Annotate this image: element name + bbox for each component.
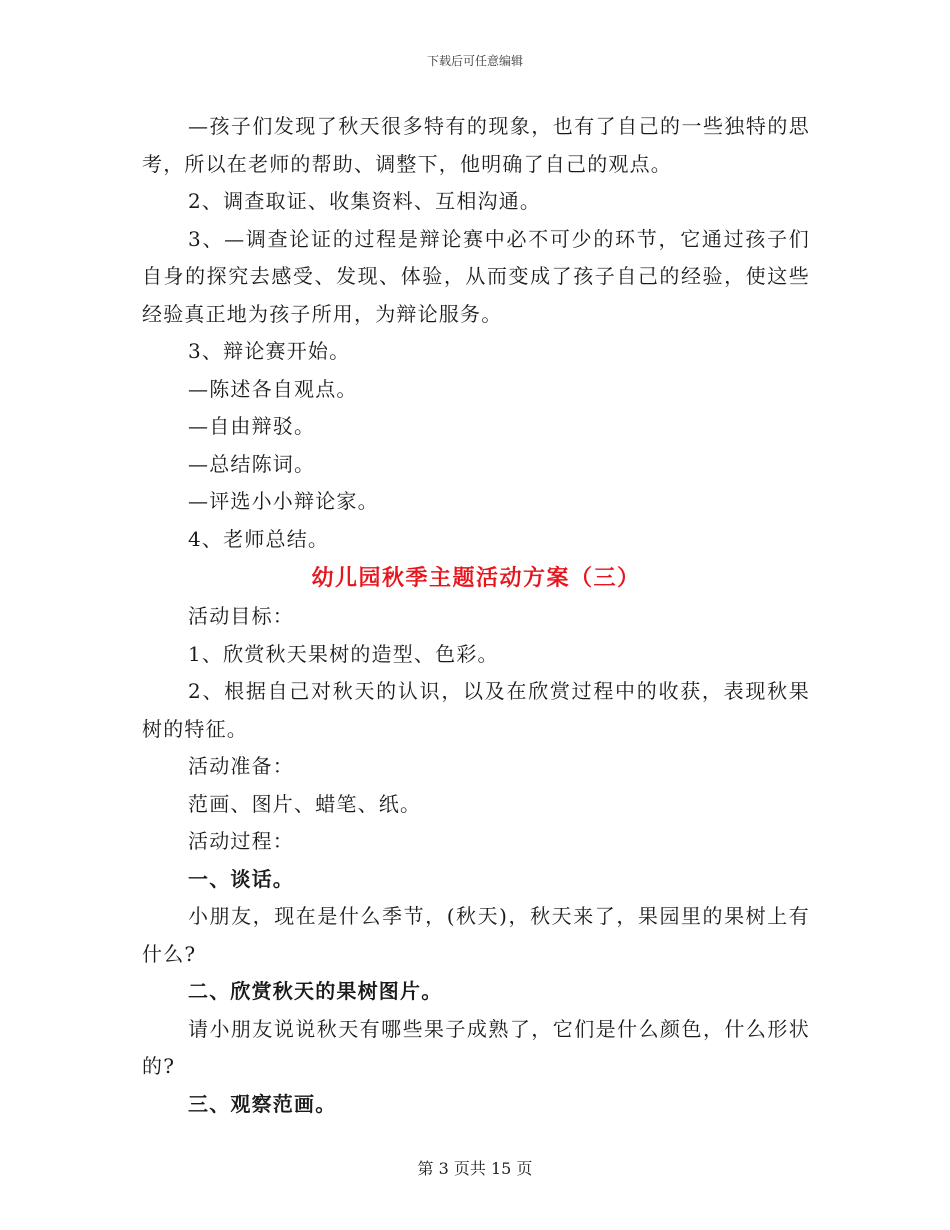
header-note: 下载后可任意编辑 [426, 54, 523, 68]
section-heading: 三、观察范画。 [188, 1091, 337, 1116]
section-paragraph: 1、欣赏秋天果树的造型、色彩。 [188, 641, 499, 666]
section-heading: 二、欣赏秋天的果树图片。 [188, 979, 443, 1003]
section-paragraph: 活动过程： [188, 829, 294, 853]
paragraph: —自由辩驳。 [188, 414, 316, 438]
paragraph: 3、辩论赛开始。 [188, 339, 351, 363]
paragraph: —陈述各自观点。 [188, 376, 358, 401]
page-number: 第 3 页共 15 页 [417, 1159, 533, 1178]
section-paragraph: 范画、图片、蜡笔、纸。 [188, 791, 422, 816]
section-paragraph: 活动目标： [188, 604, 294, 628]
section-paragraph: 请小朋友说说秋天有哪些果子成熟了，它们是什么颜色，什么形状的? [142, 1016, 810, 1078]
paragraph: 2、调查取证、收集资料、互相沟通。 [188, 189, 542, 213]
paragraph: 4、老师总结。 [188, 526, 330, 551]
paragraph: —孩子们发现了秋天很多特有的现象，也有了自己的一些独特的思考，所以在老师的帮助、调整下，他明确了自己的观点。 [142, 114, 810, 176]
section-title: 幼儿园秋季主题活动方案（三） [311, 565, 641, 591]
paragraph: —总结陈词。 [188, 451, 316, 476]
section-paragraph: 活动准备： [188, 754, 294, 778]
section-paragraph: 小朋友，现在是什么季节，(秋天)，秋天来了，果园里的果树上有什么? [142, 904, 810, 966]
paragraph: —评选小小辩论家。 [188, 489, 379, 513]
section-heading: 一、谈话。 [188, 866, 294, 891]
section-paragraph: 2、根据自己对秋天的认识，以及在欣赏过程中的收获，表现秋果树的特征。 [142, 679, 810, 741]
document-body [142, 108, 810, 1123]
paragraph: 3、—调查论证的过程是辩论赛中必不可少的环节，它通过孩子们自身的探究去感受、发现、体验，从而变成了孩子自己的经验，使这些经验真正地为孩子所用，为辩论服务。 [142, 226, 810, 326]
